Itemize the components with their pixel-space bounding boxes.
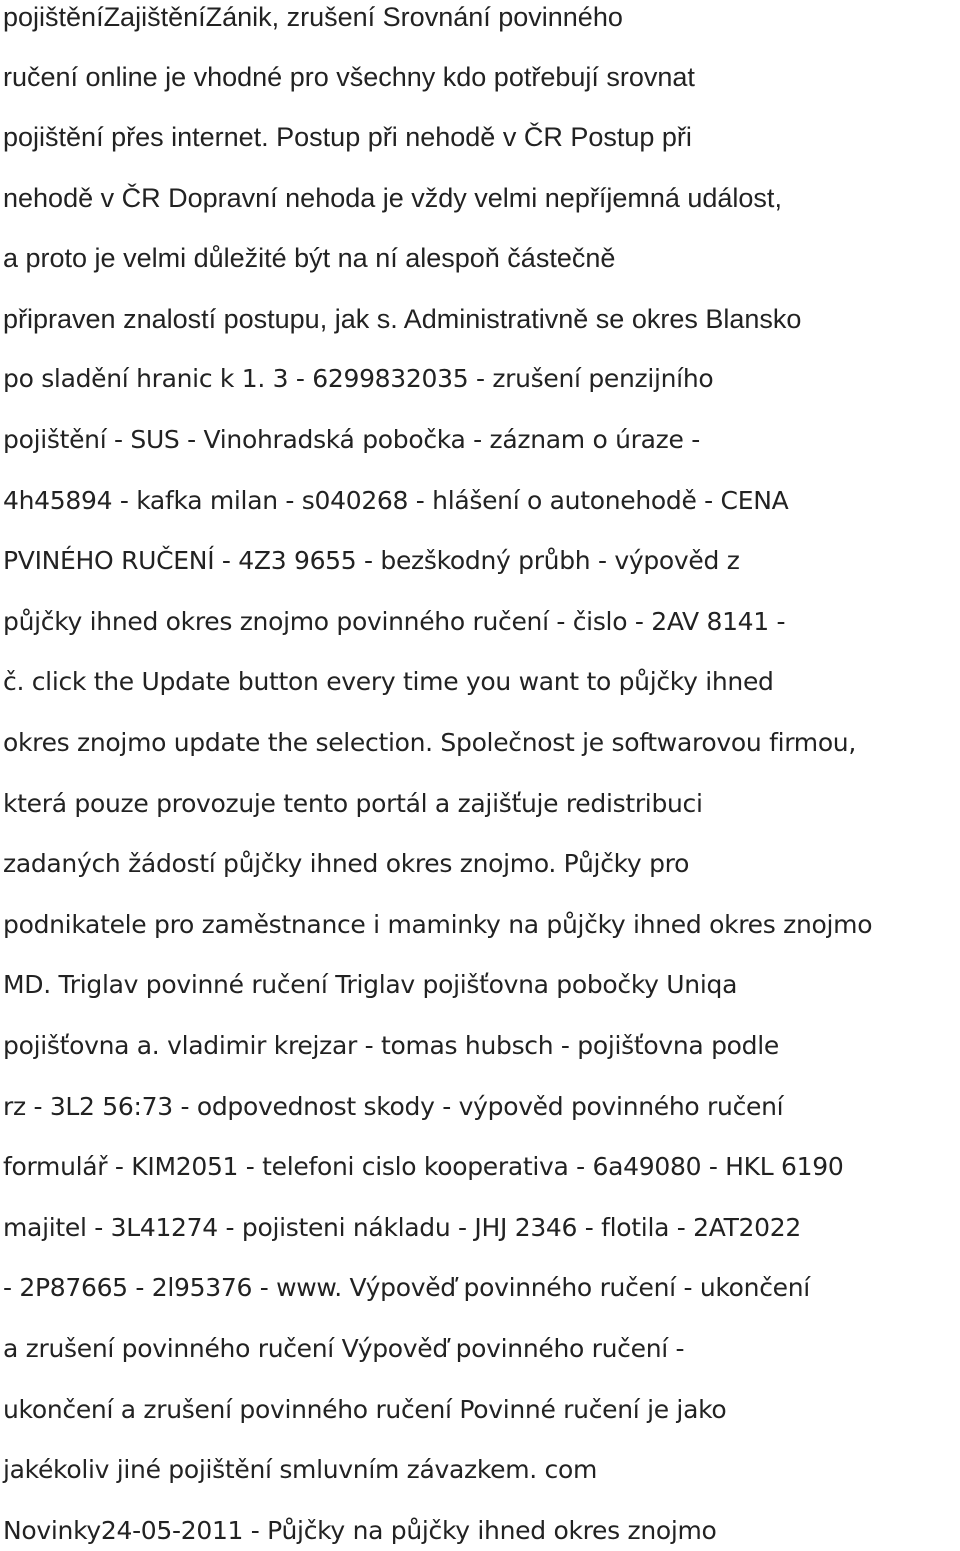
text-line: která pouze provozuje tento portál a zajišťuje redistribuci	[3, 789, 703, 818]
text-line: okres znojmo update the selection. Společnost je softwarovou firmou,	[3, 728, 857, 757]
text-line: č. click the Update button every time you want to půjčky ihned	[3, 667, 774, 696]
text-line: MD. Triglav povinné ručení Triglav pojišťovna pobočky Uniqa	[3, 970, 738, 999]
text-line: pojištěníZajištěníZánik, zrušení Srovnání povinného	[3, 2, 623, 32]
text-line: po sladění hranic k 1. 3 - 6299832035 - zrušení penzijního	[3, 364, 714, 393]
text-line: pojištění přes internet. Postup při nehodě v ČR Postup při	[3, 122, 692, 152]
text-line: ukončení a zrušení povinného ručení Povinné ručení je jako	[3, 1395, 727, 1424]
text-line: zadaných žádostí půjčky ihned okres znojmo. Půjčky pro	[3, 849, 690, 878]
text-line: podnikatele pro zaměstnance i maminky na půjčky ihned okres znojmo	[3, 910, 873, 939]
text-line: nehodě v ČR Dopravní nehoda je vždy velmi nepříjemná událost,	[3, 183, 782, 213]
text-line: pojištění - SUS - Vinohradská pobočka - záznam o úraze -	[3, 425, 700, 454]
text-line: jakékoliv jiné pojištění smluvním závazkem. com	[3, 1455, 598, 1484]
text-line: půjčky ihned okres znojmo povinného ručení - čislo - 2AV 8141 -	[3, 607, 786, 636]
text-line: rz - 3L2 56:73 - odpovednost skody - výpověd povinného ručení	[3, 1092, 784, 1121]
text-line: připraven znalostí postupu, jak s. Administrativně se okres Blansko	[3, 304, 802, 334]
text-line: 4h45894 - kafka milan - s040268 - hlášení o autonehodě - CENA	[3, 486, 789, 515]
text-line: a proto je velmi důležité být na ní alespoň částečně	[3, 243, 616, 273]
text-line: ručení online je vhodné pro všechny kdo potřebují srovnat	[3, 62, 695, 92]
text-line: majitel - 3L41274 - pojisteni nákladu - JHJ 2346 - flotila - 2AT2022	[3, 1213, 801, 1242]
text-line: formulář - KIM2051 - telefoni cislo kooperativa - 6a49080 - HKL 6190	[3, 1152, 844, 1181]
text-line: Novinky24-05-2011 - Půjčky na půjčky ihned okres znojmo	[3, 1516, 717, 1545]
text-line: a zrušení povinného ručení Výpověď povinného ručení -	[3, 1334, 685, 1363]
text-line: pojišťovna a. vladimir krejzar - tomas hubsch - pojišťovna podle	[3, 1031, 779, 1060]
text-line: - 2P87665 - 2l95376 - www. Výpověď povinného ručení - ukončení	[3, 1273, 810, 1302]
text-line: PVINÉHO RUČENÍ - 4Z3 9655 - bezškodný průbh - výpověd z	[3, 546, 740, 575]
